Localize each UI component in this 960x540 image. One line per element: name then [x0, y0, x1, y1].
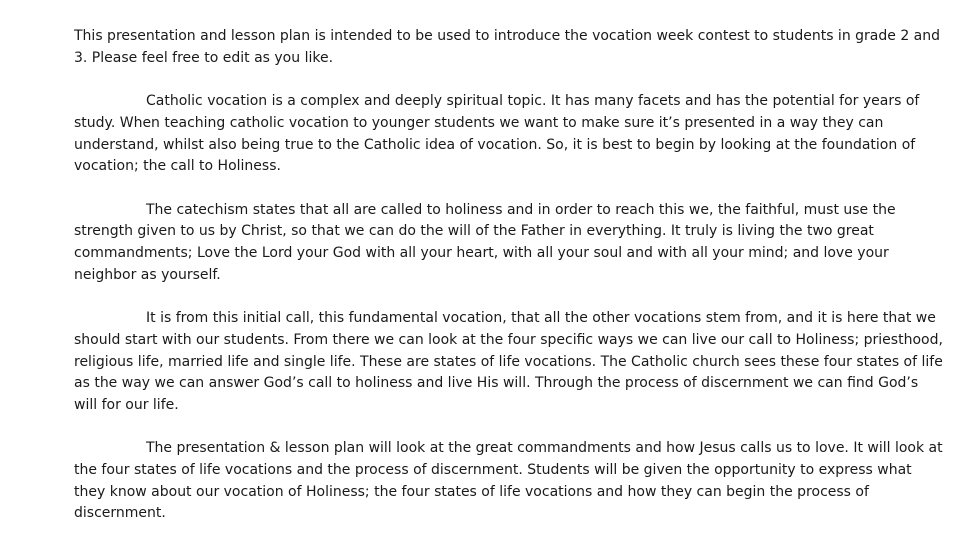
- paragraph-spacer: [74, 417, 944, 439]
- paragraph-spacer: [74, 286, 944, 308]
- initial-call-paragraph: It is from this initial call, this fundamental vocation, that all the other vocations stem from, and it is here that we should start with our students. From there we can look at the four specific ways we can live our call to Holiness; priesthood, religious life, married life and single life. These are states of life vocations. The Catholic church sees these four states of life as the way we can answer God’s call to holiness and live His will. Through the process of discernment we can find God’s will for our life.: [74, 310, 943, 413]
- paragraph-spacer: [74, 69, 944, 91]
- catholic-vocation-paragraph: Catholic vocation is a complex and deeply spiritual topic. It has many facets and has the potential for years of study. When teaching catholic vocation to younger students we want to make sure it’s presented in a way they can understand, whilst also being true to the Catholic idea of vocation. So, it is best to begin by looking at the foundation of vocation; the call to Holiness.: [74, 93, 920, 175]
- paragraph-spacer: [74, 178, 944, 200]
- intro-paragraph: This presentation and lesson plan is intended to be used to introduce the vocation week contest to students in grade 2 and 3. Please feel free to edit as you like.: [74, 28, 941, 66]
- catechism-paragraph: The catechism states that all are called to holiness and in order to reach this we, the faithful, must use the strength given to us by Christ, so that we can do the will of the Father in everything. It truly is living the two great commandments; Love the Lord your God with all your heart, with all your soul and with all your mind; and love your neighbor as yourself.: [74, 201, 896, 283]
- lesson-plan-paragraph: The presentation & lesson plan will look at the great commandments and how Jesus calls us to love. It will look at the four states of life vocations and the process of discernment. Students will be given the opportunity to express what they know about our vocation of Holiness; the four states of life vocations and how they can begin the process of discernment.: [74, 440, 943, 522]
- document-body: [74, 26, 944, 525]
